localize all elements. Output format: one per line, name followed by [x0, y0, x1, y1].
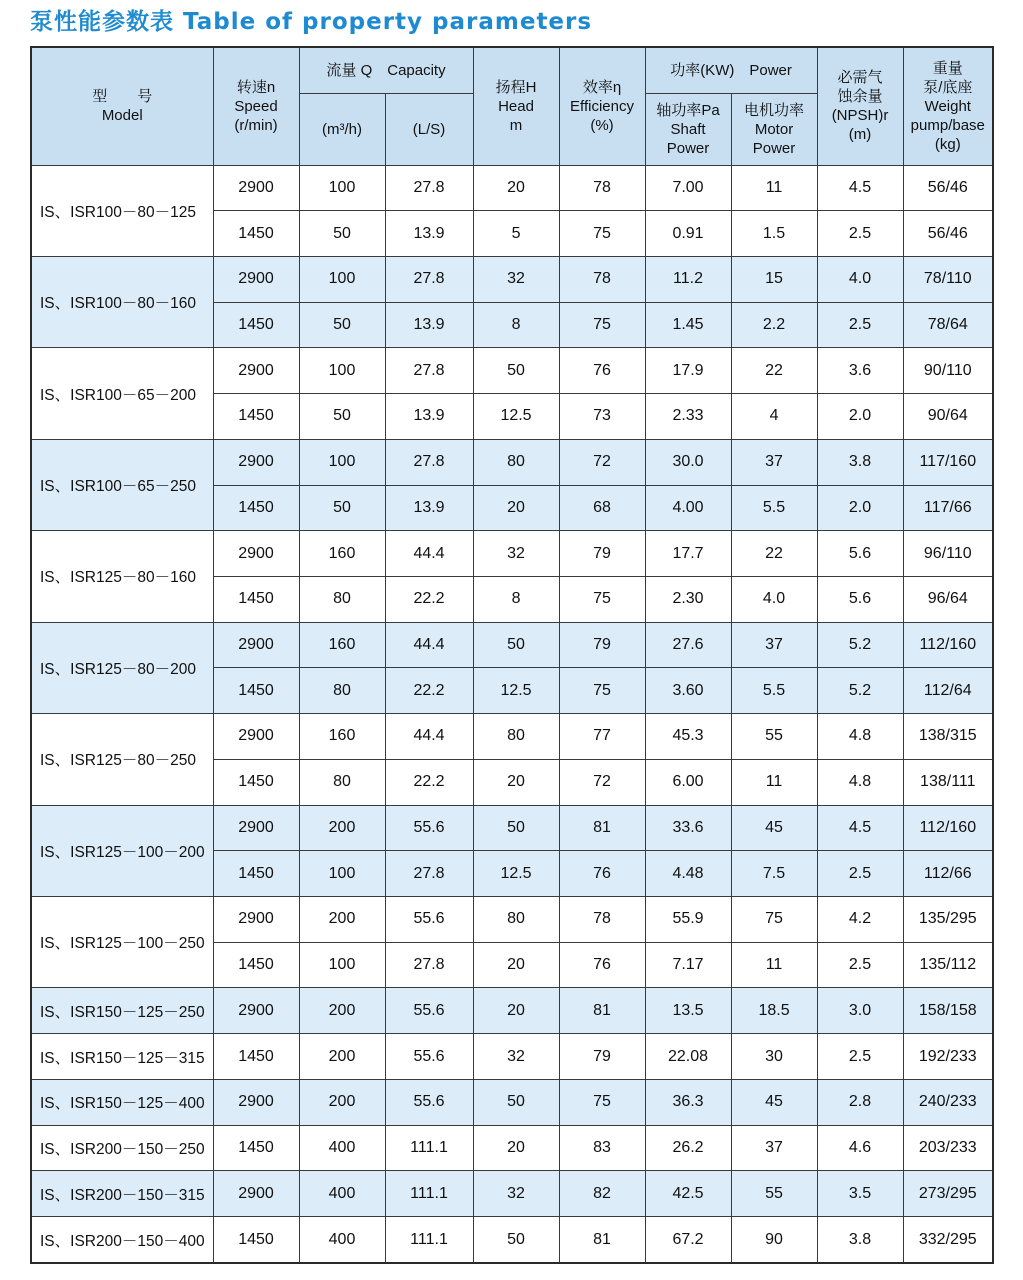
capacity-m3h-cell: 200	[299, 988, 385, 1034]
npsh-cell: 4.2	[817, 897, 903, 943]
table-row	[31, 897, 993, 943]
npsh-cell: 4.6	[817, 1125, 903, 1171]
motor-power-cell: 22	[731, 348, 817, 394]
header-capacity-ls: (L/S)	[385, 93, 473, 165]
weight-cell: 112/160	[903, 622, 993, 668]
model-cell: IS、ISR100－65－250	[31, 439, 213, 530]
efficiency-cell: 68	[559, 485, 645, 531]
table-row	[31, 1079, 993, 1125]
speed-cell: 1450	[213, 668, 299, 714]
shaft-power-cell: 36.3	[645, 1079, 731, 1125]
header-shaft-power-en1: Shaft	[670, 120, 706, 138]
model-cell: IS、ISR200－150－250	[31, 1125, 213, 1171]
shaft-power-cell: 55.9	[645, 897, 731, 943]
motor-power-cell: 4.0	[731, 576, 817, 622]
npsh-cell: 2.5	[817, 302, 903, 348]
capacity-ls-cell: 22.2	[385, 759, 473, 805]
model-cell: IS、ISR125－80－160	[31, 531, 213, 622]
speed-cell: 1450	[213, 1217, 299, 1263]
head-cell: 50	[473, 1217, 559, 1263]
capacity-ls-cell: 13.9	[385, 302, 473, 348]
capacity-ls-cell: 111.1	[385, 1171, 473, 1217]
speed-cell: 2900	[213, 531, 299, 577]
header-npsh-cn2: 蚀余量	[837, 88, 883, 106]
capacity-ls-cell: 55.6	[385, 805, 473, 851]
table-row	[31, 714, 993, 760]
shaft-power-cell: 17.9	[645, 348, 731, 394]
head-cell: 12.5	[473, 668, 559, 714]
head-cell: 20	[473, 759, 559, 805]
shaft-power-cell: 3.60	[645, 668, 731, 714]
speed-cell: 1450	[213, 485, 299, 531]
header-npsh	[817, 47, 903, 165]
motor-power-cell: 11	[731, 942, 817, 988]
capacity-m3h-cell: 400	[299, 1125, 385, 1171]
capacity-ls-cell: 111.1	[385, 1217, 473, 1263]
property-table-container	[30, 46, 992, 1264]
header-shaft-power-en2: Power	[666, 139, 710, 157]
capacity-m3h-cell: 100	[299, 165, 385, 211]
header-weight-cn2: 泵/底座	[923, 78, 973, 96]
motor-power-cell: 7.5	[731, 851, 817, 897]
motor-power-cell: 45	[731, 805, 817, 851]
shaft-power-cell: 7.17	[645, 942, 731, 988]
speed-cell: 2900	[213, 1171, 299, 1217]
motor-power-cell: 55	[731, 714, 817, 760]
shaft-power-cell: 6.00	[645, 759, 731, 805]
capacity-ls-cell: 13.9	[385, 485, 473, 531]
npsh-cell: 3.8	[817, 1217, 903, 1263]
npsh-cell: 5.6	[817, 576, 903, 622]
header-shaft-power	[645, 93, 731, 165]
header-power: 功率(KW) Power	[645, 47, 817, 93]
capacity-ls-cell: 13.9	[385, 394, 473, 440]
page-title: 泵性能参数表 Table of property parameters	[30, 9, 593, 35]
weight-cell: 203/233	[903, 1125, 993, 1171]
header-speed-cn: 转速n	[236, 78, 276, 96]
npsh-cell: 3.6	[817, 348, 903, 394]
table-row	[31, 348, 993, 394]
capacity-m3h-cell: 200	[299, 805, 385, 851]
efficiency-cell: 75	[559, 668, 645, 714]
motor-power-cell: 45	[731, 1079, 817, 1125]
shaft-power-cell: 27.6	[645, 622, 731, 668]
capacity-ls-cell: 27.8	[385, 165, 473, 211]
weight-cell: 56/46	[903, 165, 993, 211]
efficiency-cell: 79	[559, 531, 645, 577]
header-model-en: Model	[101, 107, 143, 125]
npsh-cell: 4.8	[817, 714, 903, 760]
motor-power-cell: 37	[731, 1125, 817, 1171]
capacity-ls-cell: 27.8	[385, 348, 473, 394]
header-capacity-m3h: (m³/h)	[299, 93, 385, 165]
efficiency-cell: 75	[559, 302, 645, 348]
weight-cell: 240/233	[903, 1079, 993, 1125]
capacity-m3h-cell: 200	[299, 897, 385, 943]
speed-cell: 2900	[213, 1079, 299, 1125]
header-npsh-en: (NPSH)r	[831, 107, 889, 125]
efficiency-cell: 79	[559, 1034, 645, 1080]
efficiency-cell: 81	[559, 805, 645, 851]
header-head-cn: 扬程H	[495, 78, 537, 96]
npsh-cell: 4.8	[817, 759, 903, 805]
efficiency-cell: 83	[559, 1125, 645, 1171]
efficiency-cell: 78	[559, 256, 645, 302]
speed-cell: 1450	[213, 851, 299, 897]
table-row	[31, 256, 993, 302]
motor-power-cell: 4	[731, 394, 817, 440]
efficiency-cell: 79	[559, 622, 645, 668]
header-efficiency-en: Efficiency	[570, 97, 634, 115]
shaft-power-cell: 17.7	[645, 531, 731, 577]
weight-cell: 138/315	[903, 714, 993, 760]
speed-cell: 2900	[213, 165, 299, 211]
capacity-m3h-cell: 200	[299, 1034, 385, 1080]
table-row	[31, 165, 993, 211]
weight-cell: 90/110	[903, 348, 993, 394]
header-head-unit: m	[509, 116, 523, 134]
head-cell: 50	[473, 348, 559, 394]
capacity-ls-cell: 22.2	[385, 576, 473, 622]
table-row	[31, 439, 993, 485]
capacity-ls-cell: 44.4	[385, 531, 473, 577]
head-cell: 12.5	[473, 851, 559, 897]
header-head	[473, 47, 559, 165]
table-body	[31, 165, 993, 1263]
weight-cell: 78/110	[903, 256, 993, 302]
npsh-cell: 2.0	[817, 485, 903, 531]
efficiency-cell: 75	[559, 211, 645, 257]
model-cell: IS、ISR150－125－315	[31, 1034, 213, 1080]
head-cell: 32	[473, 1034, 559, 1080]
shaft-power-cell: 1.45	[645, 302, 731, 348]
npsh-cell: 5.2	[817, 668, 903, 714]
speed-cell: 2900	[213, 714, 299, 760]
motor-power-cell: 5.5	[731, 485, 817, 531]
head-cell: 12.5	[473, 394, 559, 440]
header-efficiency-cn: 效率η	[582, 78, 622, 96]
capacity-m3h-cell: 50	[299, 211, 385, 257]
capacity-ls-cell: 111.1	[385, 1125, 473, 1171]
npsh-cell: 2.5	[817, 942, 903, 988]
speed-cell: 2900	[213, 988, 299, 1034]
model-cell: IS、ISR100－80－125	[31, 165, 213, 256]
efficiency-cell: 76	[559, 851, 645, 897]
motor-power-cell: 37	[731, 439, 817, 485]
shaft-power-cell: 42.5	[645, 1171, 731, 1217]
weight-cell: 112/64	[903, 668, 993, 714]
weight-cell: 90/64	[903, 394, 993, 440]
head-cell: 80	[473, 714, 559, 760]
weight-cell: 138/111	[903, 759, 993, 805]
speed-cell: 1450	[213, 576, 299, 622]
capacity-m3h-cell: 50	[299, 485, 385, 531]
motor-power-cell: 37	[731, 622, 817, 668]
capacity-ls-cell: 27.8	[385, 942, 473, 988]
head-cell: 5	[473, 211, 559, 257]
efficiency-cell: 75	[559, 576, 645, 622]
speed-cell: 1450	[213, 759, 299, 805]
efficiency-cell: 81	[559, 1217, 645, 1263]
model-cell: IS、ISR150－125－250	[31, 988, 213, 1034]
npsh-cell: 3.0	[817, 988, 903, 1034]
shaft-power-cell: 2.33	[645, 394, 731, 440]
header-motor-power-en1: Motor	[754, 120, 794, 138]
npsh-cell: 5.6	[817, 531, 903, 577]
motor-power-cell: 90	[731, 1217, 817, 1263]
head-cell: 20	[473, 988, 559, 1034]
shaft-power-cell: 11.2	[645, 256, 731, 302]
efficiency-cell: 81	[559, 988, 645, 1034]
shaft-power-cell: 33.6	[645, 805, 731, 851]
table-row	[31, 1217, 993, 1263]
motor-power-cell: 5.5	[731, 668, 817, 714]
capacity-m3h-cell: 160	[299, 622, 385, 668]
header-efficiency	[559, 47, 645, 165]
shaft-power-cell: 45.3	[645, 714, 731, 760]
capacity-m3h-cell: 50	[299, 302, 385, 348]
weight-cell: 135/295	[903, 897, 993, 943]
model-cell: IS、ISR125－80－250	[31, 714, 213, 805]
capacity-m3h-cell: 160	[299, 531, 385, 577]
motor-power-cell: 15	[731, 256, 817, 302]
table-row	[31, 622, 993, 668]
capacity-m3h-cell: 160	[299, 714, 385, 760]
speed-cell: 1450	[213, 302, 299, 348]
efficiency-cell: 78	[559, 165, 645, 211]
header-shaft-power-cn: 轴功率Pa	[656, 101, 720, 119]
header-motor-power-cn: 电机功率	[744, 101, 805, 119]
head-cell: 80	[473, 897, 559, 943]
shaft-power-cell: 7.00	[645, 165, 731, 211]
header-motor-power	[731, 93, 817, 165]
capacity-m3h-cell: 80	[299, 759, 385, 805]
shaft-power-cell: 13.5	[645, 988, 731, 1034]
header-motor-power-en2: Power	[752, 139, 796, 157]
head-cell: 50	[473, 1079, 559, 1125]
speed-cell: 1450	[213, 1034, 299, 1080]
header-model	[31, 47, 213, 165]
npsh-cell: 2.8	[817, 1079, 903, 1125]
table-row	[31, 805, 993, 851]
capacity-m3h-cell: 100	[299, 348, 385, 394]
capacity-m3h-cell: 400	[299, 1171, 385, 1217]
npsh-cell: 2.5	[817, 211, 903, 257]
model-cell: IS、ISR200－150－315	[31, 1171, 213, 1217]
npsh-cell: 2.5	[817, 1034, 903, 1080]
head-cell: 20	[473, 165, 559, 211]
speed-cell: 1450	[213, 211, 299, 257]
weight-cell: 117/160	[903, 439, 993, 485]
capacity-m3h-cell: 200	[299, 1079, 385, 1125]
model-cell: IS、ISR125－100－200	[31, 805, 213, 896]
model-cell: IS、ISR100－65－200	[31, 348, 213, 439]
header-npsh-unit: (m)	[848, 126, 872, 144]
shaft-power-cell: 26.2	[645, 1125, 731, 1171]
npsh-cell: 4.0	[817, 256, 903, 302]
efficiency-cell: 82	[559, 1171, 645, 1217]
capacity-ls-cell: 55.6	[385, 988, 473, 1034]
capacity-m3h-cell: 100	[299, 851, 385, 897]
header-weight-cn1: 重量	[932, 59, 963, 77]
table-row	[31, 988, 993, 1034]
weight-cell: 112/66	[903, 851, 993, 897]
capacity-ls-cell: 27.8	[385, 439, 473, 485]
head-cell: 8	[473, 302, 559, 348]
speed-cell: 2900	[213, 256, 299, 302]
motor-power-cell: 55	[731, 1171, 817, 1217]
head-cell: 32	[473, 531, 559, 577]
capacity-m3h-cell: 100	[299, 439, 385, 485]
weight-cell: 117/66	[903, 485, 993, 531]
speed-cell: 1450	[213, 394, 299, 440]
shaft-power-cell: 0.91	[645, 211, 731, 257]
weight-cell: 158/158	[903, 988, 993, 1034]
header-head-en: Head	[498, 97, 534, 115]
motor-power-cell: 11	[731, 165, 817, 211]
head-cell: 20	[473, 1125, 559, 1171]
motor-power-cell: 1.5	[731, 211, 817, 257]
table-row	[31, 531, 993, 577]
model-cell: IS、ISR125－100－250	[31, 897, 213, 988]
header-npsh-cn1: 必需气	[837, 69, 883, 87]
header-efficiency-unit: (%)	[590, 116, 614, 134]
npsh-cell: 3.8	[817, 439, 903, 485]
weight-cell: 56/46	[903, 211, 993, 257]
shaft-power-cell: 2.30	[645, 576, 731, 622]
table-row	[31, 1034, 993, 1080]
capacity-ls-cell: 55.6	[385, 1034, 473, 1080]
motor-power-cell: 75	[731, 897, 817, 943]
head-cell: 50	[473, 805, 559, 851]
efficiency-cell: 75	[559, 1079, 645, 1125]
capacity-ls-cell: 13.9	[385, 211, 473, 257]
weight-cell: 78/64	[903, 302, 993, 348]
capacity-ls-cell: 27.8	[385, 256, 473, 302]
model-cell: IS、ISR200－150－400	[31, 1217, 213, 1263]
efficiency-cell: 73	[559, 394, 645, 440]
model-cell: IS、ISR150－125－400	[31, 1079, 213, 1125]
efficiency-cell: 72	[559, 759, 645, 805]
weight-cell: 96/110	[903, 531, 993, 577]
weight-cell: 192/233	[903, 1034, 993, 1080]
header-weight-en: Weight	[924, 97, 971, 115]
capacity-m3h-cell: 100	[299, 942, 385, 988]
head-cell: 50	[473, 622, 559, 668]
weight-cell: 273/295	[903, 1171, 993, 1217]
shaft-power-cell: 67.2	[645, 1217, 731, 1263]
shaft-power-cell: 4.48	[645, 851, 731, 897]
head-cell: 32	[473, 1171, 559, 1217]
head-cell: 20	[473, 485, 559, 531]
npsh-cell: 4.5	[817, 805, 903, 851]
efficiency-cell: 77	[559, 714, 645, 760]
capacity-ls-cell: 44.4	[385, 622, 473, 668]
head-cell: 32	[473, 256, 559, 302]
capacity-ls-cell: 55.6	[385, 897, 473, 943]
header-model-cn: 型 号	[92, 88, 153, 106]
capacity-ls-cell: 44.4	[385, 714, 473, 760]
speed-cell: 2900	[213, 897, 299, 943]
table-row	[31, 1171, 993, 1217]
motor-power-cell: 11	[731, 759, 817, 805]
table-row	[31, 1125, 993, 1171]
efficiency-cell: 78	[559, 897, 645, 943]
weight-cell: 96/64	[903, 576, 993, 622]
motor-power-cell: 22	[731, 531, 817, 577]
capacity-ls-cell: 22.2	[385, 668, 473, 714]
capacity-m3h-cell: 80	[299, 576, 385, 622]
speed-cell: 2900	[213, 805, 299, 851]
speed-cell: 1450	[213, 942, 299, 988]
speed-cell: 2900	[213, 622, 299, 668]
capacity-m3h-cell: 80	[299, 668, 385, 714]
shaft-power-cell: 30.0	[645, 439, 731, 485]
speed-cell: 1450	[213, 1125, 299, 1171]
weight-cell: 332/295	[903, 1217, 993, 1263]
weight-cell: 112/160	[903, 805, 993, 851]
property-table	[30, 46, 994, 1264]
header-capacity: 流量 Q Capacity	[299, 47, 473, 93]
header-speed-unit: (r/min)	[234, 116, 278, 134]
shaft-power-cell: 4.00	[645, 485, 731, 531]
efficiency-cell: 76	[559, 348, 645, 394]
header-speed	[213, 47, 299, 165]
npsh-cell: 2.0	[817, 394, 903, 440]
header-weight-en2: pump/base	[910, 116, 985, 134]
efficiency-cell: 76	[559, 942, 645, 988]
model-cell: IS、ISR125－80－200	[31, 622, 213, 713]
header-weight-unit: (kg)	[934, 135, 961, 153]
capacity-ls-cell: 27.8	[385, 851, 473, 897]
capacity-m3h-cell: 100	[299, 256, 385, 302]
motor-power-cell: 30	[731, 1034, 817, 1080]
speed-cell: 2900	[213, 348, 299, 394]
header-speed-en: Speed	[234, 97, 278, 115]
motor-power-cell: 2.2	[731, 302, 817, 348]
capacity-ls-cell: 55.6	[385, 1079, 473, 1125]
npsh-cell: 5.2	[817, 622, 903, 668]
npsh-cell: 2.5	[817, 851, 903, 897]
head-cell: 80	[473, 439, 559, 485]
motor-power-cell: 18.5	[731, 988, 817, 1034]
capacity-m3h-cell: 400	[299, 1217, 385, 1263]
head-cell: 20	[473, 942, 559, 988]
npsh-cell: 4.5	[817, 165, 903, 211]
efficiency-cell: 72	[559, 439, 645, 485]
capacity-m3h-cell: 50	[299, 394, 385, 440]
weight-cell: 135/112	[903, 942, 993, 988]
shaft-power-cell: 22.08	[645, 1034, 731, 1080]
model-cell: IS、ISR100－80－160	[31, 256, 213, 347]
header-weight	[903, 47, 993, 165]
head-cell: 8	[473, 576, 559, 622]
speed-cell: 2900	[213, 439, 299, 485]
npsh-cell: 3.5	[817, 1171, 903, 1217]
